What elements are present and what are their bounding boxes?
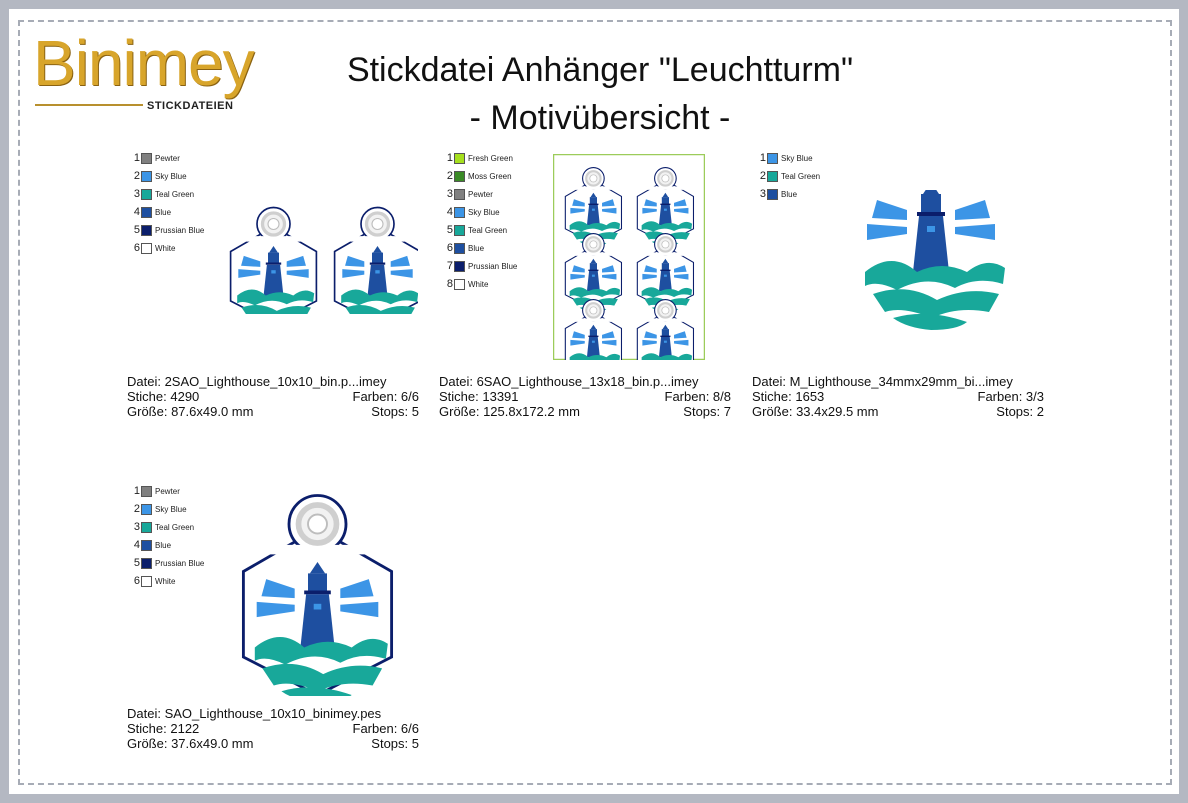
- legend-row: [130, 221, 204, 239]
- legend-color-name: Teal Green: [155, 189, 195, 199]
- file-name: Datei: 2SAO_Lighthouse_10x10_bin.p...imey: [127, 374, 387, 389]
- legend-number: 6: [133, 242, 140, 254]
- legend-number: 2: [759, 170, 766, 182]
- legend-number: 1: [446, 152, 453, 164]
- legend-color-name: White: [155, 576, 176, 586]
- legend-number: 6: [133, 575, 140, 587]
- legend-number: 3: [133, 188, 140, 200]
- legend-number: 2: [133, 170, 140, 182]
- legend-row: [756, 167, 820, 185]
- legend-color-name: Blue: [468, 243, 485, 253]
- legend-row: [130, 167, 204, 185]
- color-swatch: [141, 576, 152, 587]
- color-legend-design-4: [130, 482, 204, 590]
- legend-color-name: Sky Blue: [155, 504, 187, 514]
- design-size: Größe: 37.6x49.0 mm: [127, 736, 254, 751]
- legend-color-name: White: [468, 279, 489, 289]
- legend-color-name: Pewter: [155, 153, 180, 163]
- design-2-info: [439, 374, 731, 419]
- design-4-info: [127, 706, 419, 751]
- color-swatch: [141, 522, 152, 533]
- legend-number: 4: [446, 206, 453, 218]
- legend-row: [130, 572, 204, 590]
- brand-logo: [33, 27, 273, 120]
- page-title: Stickdatei Anhänger "Leuchtturm": [346, 51, 854, 89]
- legend-row: [443, 275, 517, 293]
- legend-row: [443, 221, 517, 239]
- legend-number: 1: [759, 152, 766, 164]
- legend-number: 5: [133, 557, 140, 569]
- legend-row: [130, 518, 204, 536]
- color-swatch: [767, 171, 778, 182]
- legend-color-name: Pewter: [468, 189, 493, 199]
- color-swatch: [454, 261, 465, 272]
- color-swatch: [141, 486, 152, 497]
- file-name: Datei: SAO_Lighthouse_10x10_binimey.pes: [127, 706, 382, 721]
- design-2-preview: [553, 154, 705, 360]
- color-swatch: [767, 189, 778, 200]
- legend-row: [443, 185, 517, 203]
- design-1-preview: [218, 202, 418, 314]
- legend-color-name: Sky Blue: [468, 207, 500, 217]
- legend-number: 4: [133, 206, 140, 218]
- legend-color-name: Teal Green: [155, 522, 195, 532]
- color-count: Farben: 3/3: [977, 389, 1044, 404]
- stitch-count: Stiche: 2122: [127, 721, 200, 736]
- keyfob-lighthouse-right: [335, 208, 418, 315]
- stop-count: Stops: 5: [371, 736, 419, 751]
- stop-count: Stops: 7: [683, 404, 731, 419]
- color-count: Farben: 6/6: [352, 389, 419, 404]
- legend-number: 3: [759, 188, 766, 200]
- legend-color-name: Fresh Green: [468, 153, 513, 163]
- page-subtitle: - Motivübersicht -: [469, 99, 731, 137]
- stitch-count: Stiche: 1653: [752, 389, 825, 404]
- color-swatch: [141, 171, 152, 182]
- color-swatch: [141, 225, 152, 236]
- color-swatch: [454, 243, 465, 254]
- legend-number: 1: [133, 485, 140, 497]
- legend-number: 5: [446, 224, 453, 236]
- file-name: Datei: M_Lighthouse_34mmx29mm_bi...imey: [752, 374, 1013, 389]
- legend-row: [130, 536, 204, 554]
- color-swatch: [454, 279, 465, 290]
- stop-count: Stops: 2: [996, 404, 1044, 419]
- legend-row: [443, 167, 517, 185]
- legend-color-name: Blue: [781, 189, 798, 199]
- legend-number: 2: [133, 503, 140, 515]
- color-swatch: [454, 207, 465, 218]
- file-name: Datei: 6SAO_Lighthouse_13x18_bin.p...imey: [439, 374, 699, 389]
- legend-number: 1: [133, 152, 140, 164]
- legend-color-name: Teal Green: [468, 225, 508, 235]
- color-count: Farben: 6/6: [352, 721, 419, 736]
- legend-color-name: Prussian Blue: [155, 558, 205, 568]
- legend-row: [443, 149, 517, 167]
- color-swatch: [454, 153, 465, 164]
- color-swatch: [141, 207, 152, 218]
- legend-number: 5: [133, 224, 140, 236]
- legend-number: 3: [133, 521, 140, 533]
- legend-color-name: Moss Green: [468, 171, 512, 181]
- logo-underline: [35, 104, 143, 106]
- color-swatch: [141, 558, 152, 569]
- legend-number: 8: [446, 278, 453, 290]
- legend-number: 6: [446, 242, 453, 254]
- legend-color-name: Prussian Blue: [468, 261, 518, 271]
- legend-row: [130, 554, 204, 572]
- color-swatch: [767, 153, 778, 164]
- color-swatch: [141, 504, 152, 515]
- legend-row: [130, 500, 204, 518]
- legend-number: 3: [446, 188, 453, 200]
- design-3-preview: [862, 190, 1024, 330]
- color-swatch: [141, 153, 152, 164]
- color-count: Farben: 8/8: [664, 389, 731, 404]
- legend-color-name: White: [155, 243, 176, 253]
- legend-row: [130, 203, 204, 221]
- legend-color-name: Teal Green: [781, 171, 821, 181]
- color-swatch: [454, 171, 465, 182]
- color-legend-design-3: [756, 149, 820, 203]
- legend-color-name: Pewter: [155, 486, 180, 496]
- legend-color-name: Blue: [155, 540, 172, 550]
- legend-row: [130, 239, 204, 257]
- color-swatch: [141, 243, 152, 254]
- legend-color-name: Prussian Blue: [155, 225, 205, 235]
- legend-color-name: Sky Blue: [781, 153, 813, 163]
- legend-row: [443, 257, 517, 275]
- legend-color-name: Blue: [155, 207, 172, 217]
- legend-row: [130, 185, 204, 203]
- design-size: Größe: 33.4x29.5 mm: [752, 404, 879, 419]
- stop-count: Stops: 5: [371, 404, 419, 419]
- legend-number: 4: [133, 539, 140, 551]
- legend-row: [130, 149, 204, 167]
- design-size: Größe: 125.8x172.2 mm: [439, 404, 580, 419]
- legend-row: [130, 482, 204, 500]
- keyfob-lighthouse-left: [231, 208, 317, 315]
- design-size: Größe: 87.6x49.0 mm: [127, 404, 254, 419]
- stitch-count: Stiche: 4290: [127, 389, 200, 404]
- design-3-info: [752, 374, 1044, 419]
- design-1-info: [127, 374, 419, 419]
- color-swatch: [141, 540, 152, 551]
- legend-number: 7: [446, 260, 453, 272]
- color-swatch: [454, 225, 465, 236]
- color-swatch: [454, 189, 465, 200]
- legend-color-name: Sky Blue: [155, 171, 187, 181]
- color-legend-design-1: [130, 149, 204, 257]
- legend-number: 2: [446, 170, 453, 182]
- legend-row: [756, 185, 820, 203]
- design-4-preview: [232, 486, 402, 696]
- color-swatch: [141, 189, 152, 200]
- legend-row: [443, 203, 517, 221]
- legend-row: [756, 149, 820, 167]
- color-legend-design-2: [443, 149, 517, 293]
- logo-subtitle: STICKDATEIEN: [147, 100, 234, 112]
- logo-wordmark: Binimey: [33, 27, 254, 99]
- legend-row: [443, 239, 517, 257]
- stitch-count: Stiche: 13391: [439, 389, 519, 404]
